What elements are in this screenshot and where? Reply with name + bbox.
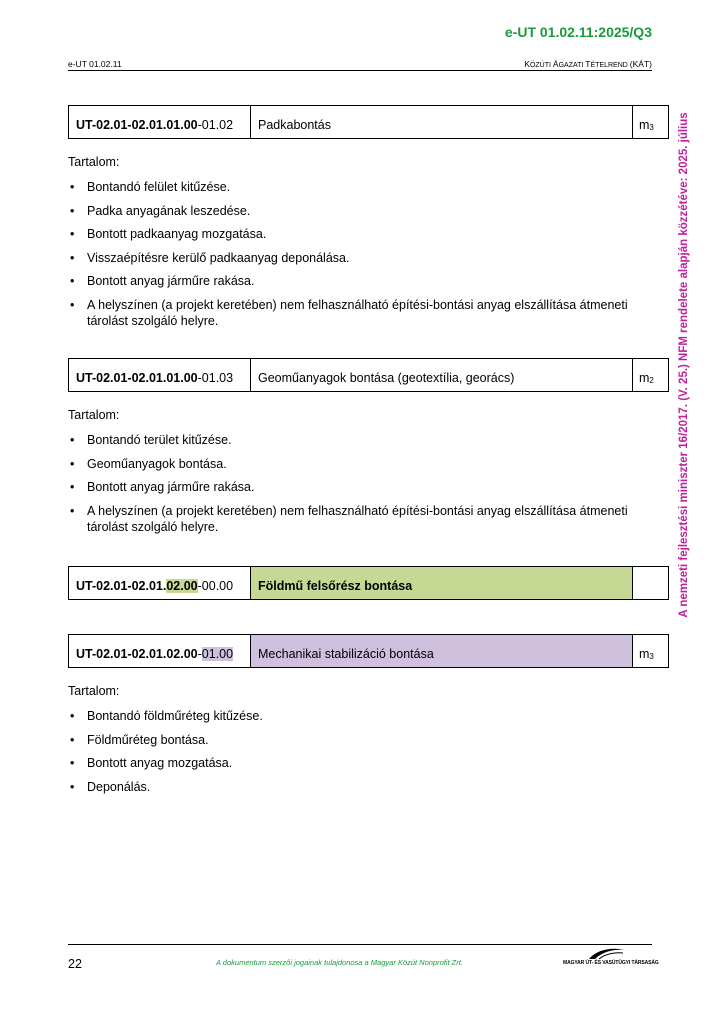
item-title: Padkabontás — [251, 106, 633, 138]
content-list — [68, 179, 628, 336]
item-title: Geoműanyagok bontása (geotextília, georács) — [251, 359, 633, 391]
item-table-foldmu — [68, 566, 669, 600]
item-unit: m $_3$ — [639, 118, 654, 132]
document-id: e-UT 01.02.11:2025/Q3 — [504, 24, 652, 40]
list-item: • Bontandó felület kitűzése. — [68, 179, 628, 195]
footer-rule — [68, 944, 652, 945]
copyright-notice: A dokumentum szerzői jogainak tulajdonosa a Magyar Közút Nonprofit Zrt. — [216, 958, 463, 967]
list-item: • Bontott anyag járműre rakása. — [68, 273, 628, 289]
content-list — [68, 432, 628, 542]
list-item: • Padka anyagának leszedése. — [68, 203, 628, 219]
list-item: • Földműréteg bontása. — [68, 732, 628, 748]
logo-text: MAGYAR ÚT- ÉS VASÚTÜGYI TÁRSASÁG — [563, 960, 659, 966]
item-title: Mechanikai stabilizáció bontása — [251, 635, 633, 667]
list-item: • Bontandó földműréteg kitűzése. — [68, 708, 628, 724]
list-item: • A helyszínen (a projekt keretében) nem felhasználható építési-bontási anyag elszállítása átmeneti tárolást szolgáló helyre. — [68, 503, 628, 535]
page-number: 22 — [68, 957, 82, 971]
company-logo — [563, 947, 659, 973]
item-unit: m $_2$ — [639, 371, 654, 385]
list-item: • A helyszínen (a projekt keretében) nem felhasználható építési-bontási anyag elszállítása átmeneti tárolást szolgáló helyre. — [68, 297, 628, 329]
content-list — [68, 708, 628, 802]
item-table-padkabontas — [68, 105, 669, 139]
header-right: KÖZÚTI ÁGAZATI TÉTELREND (KÁT) — [524, 59, 652, 69]
item-code: UT-02.01-02.01.01.00 -01.02 — [69, 106, 251, 138]
content-label: Tartalom: — [68, 408, 120, 422]
item-table-mechanikai — [68, 634, 669, 668]
header-rule — [68, 70, 652, 71]
item-unit: m $_3$ — [639, 647, 654, 661]
item-code: UT-02.01-02.01.01.00 -01.03 — [69, 359, 251, 391]
content-label: Tartalom: — [68, 155, 120, 169]
list-item: • Deponálás. — [68, 779, 628, 795]
list-item: • Bontott anyag mozgatása. — [68, 755, 628, 771]
item-code: UT-02.01-02.01. 02.00 -00.00 — [69, 567, 251, 599]
list-item: • Visszaépítésre kerülő padkaanyag deponálása. — [68, 250, 628, 266]
item-title: Földmű felsőrész bontása — [251, 567, 633, 599]
item-table-geomuanyagok — [68, 358, 669, 392]
header-left: e-UT 01.02.11 — [68, 59, 122, 69]
list-item: • Bontott anyag járműre rakása. — [68, 479, 628, 495]
side-note-text: A nemzeti fejlesztési miniszter 16/2017. (V. 25.) NFM rendelete alapján közzétéve: 2025. július — [678, 112, 690, 618]
list-item: • Bontott padkaanyag mozgatása. — [68, 226, 628, 242]
content-label: Tartalom: — [68, 684, 120, 698]
item-unit — [633, 567, 668, 599]
item-code: UT-02.01-02.01.02.00 - 01.00 — [69, 635, 251, 667]
list-item: • Bontandó terület kitűzése. — [68, 432, 628, 448]
list-item: • Geoműanyagok bontása. — [68, 456, 628, 472]
logo-swoosh-icon — [587, 947, 627, 961]
